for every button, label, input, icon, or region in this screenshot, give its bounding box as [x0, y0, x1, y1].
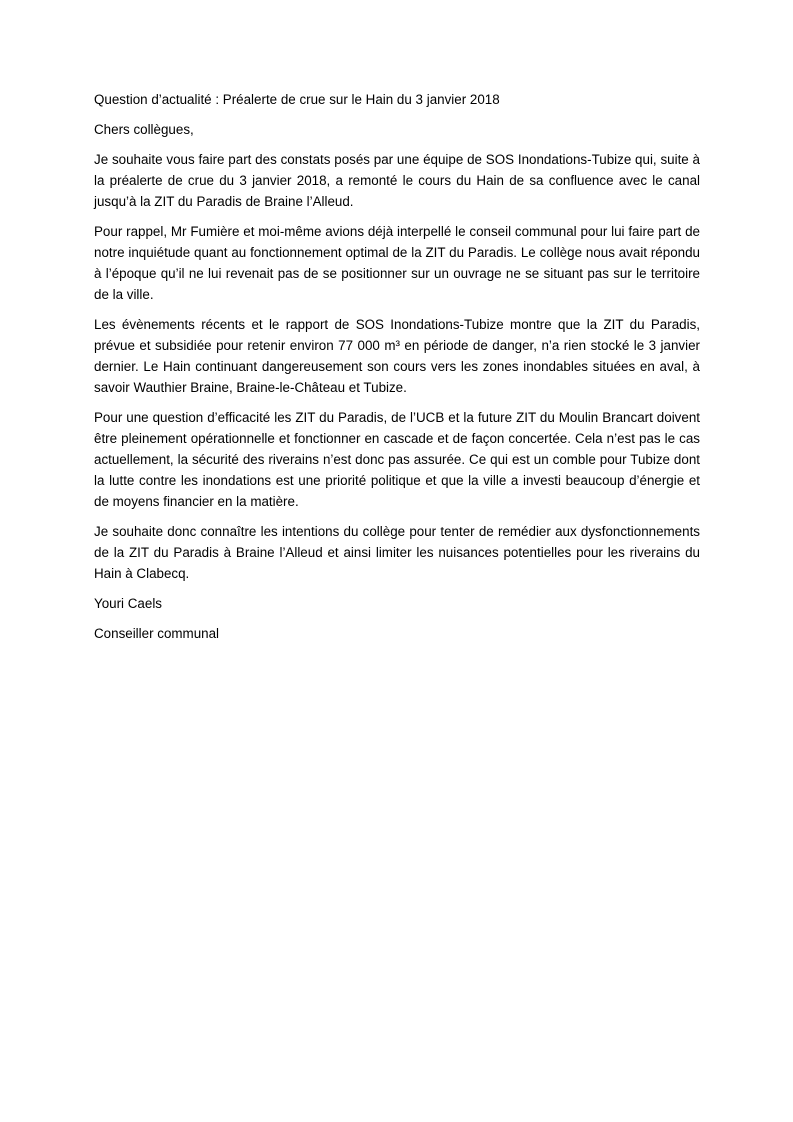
paragraph-efficacite: Pour une question d’efficacité les ZIT du Paradis, de l’UCB et la future ZIT du Moulin Brancart doivent être pleinement opérationnelle et fonctionner en cascade et de façon concertée. Cela n’est pas le cas actuellement, la sécurité des riverains n’est donc pas assurée. Ce qui est un comble pour Tubize dont la lutte contre les inondations est une priorité politique et que la ville a investi beaucoup d’énergie et de moyens financier en la matière. [94, 410, 700, 509]
paragraph-rappel: Pour rappel, Mr Fumière et moi-même avions déjà interpellé le conseil communal pour lui faire part de notre inquiétude quant au fonctionnement optimal de la ZIT du Paradis. Le collège nous avait répondu à l’époque qu’il ne lui revenait pas de se positionner sur un ouvrage ne se situant pas sur le territoire de la ville. [94, 224, 700, 302]
paragraph-evenements: Les évènements récents et le rapport de SOS Inondations-Tubize montre que la ZIT du Paradis, prévue et subsidiée pour retenir environ 77 000 m³ en période de danger, n’a rien stocké le 3 janvier dernier. Le Hain continuant dangereusement son cours vers les zones inondables situées en aval, à savoir Wauthier Braine, Braine-le-Château et Tubize. [94, 317, 700, 395]
paragraph-constats: Je souhaite vous faire part des constats posés par une équipe de SOS Inondations-Tubize qui, suite à la préalerte de crue du 3 janvier 2018, a remonté le cours du Hain de sa confluence avec le canal jusqu’à la ZIT du Paradis de Braine l’Alleud. [94, 152, 700, 209]
document-title: Question d’actualité : Préalerte de crue sur le Hain du 3 janvier 2018 [94, 92, 500, 107]
paragraph-intentions: Je souhaite donc connaître les intentions du collège pour tenter de remédier aux dysfonctionnements de la ZIT du Paradis à Braine l’Alleud et ainsi limiter les nuisances potentielles pour les riverains du Hain à Clabecq. [94, 524, 700, 581]
signature-role: Conseiller communal [94, 626, 220, 641]
signature-name: Youri Caels [94, 596, 162, 611]
salutation: Chers collègues, [94, 122, 194, 137]
